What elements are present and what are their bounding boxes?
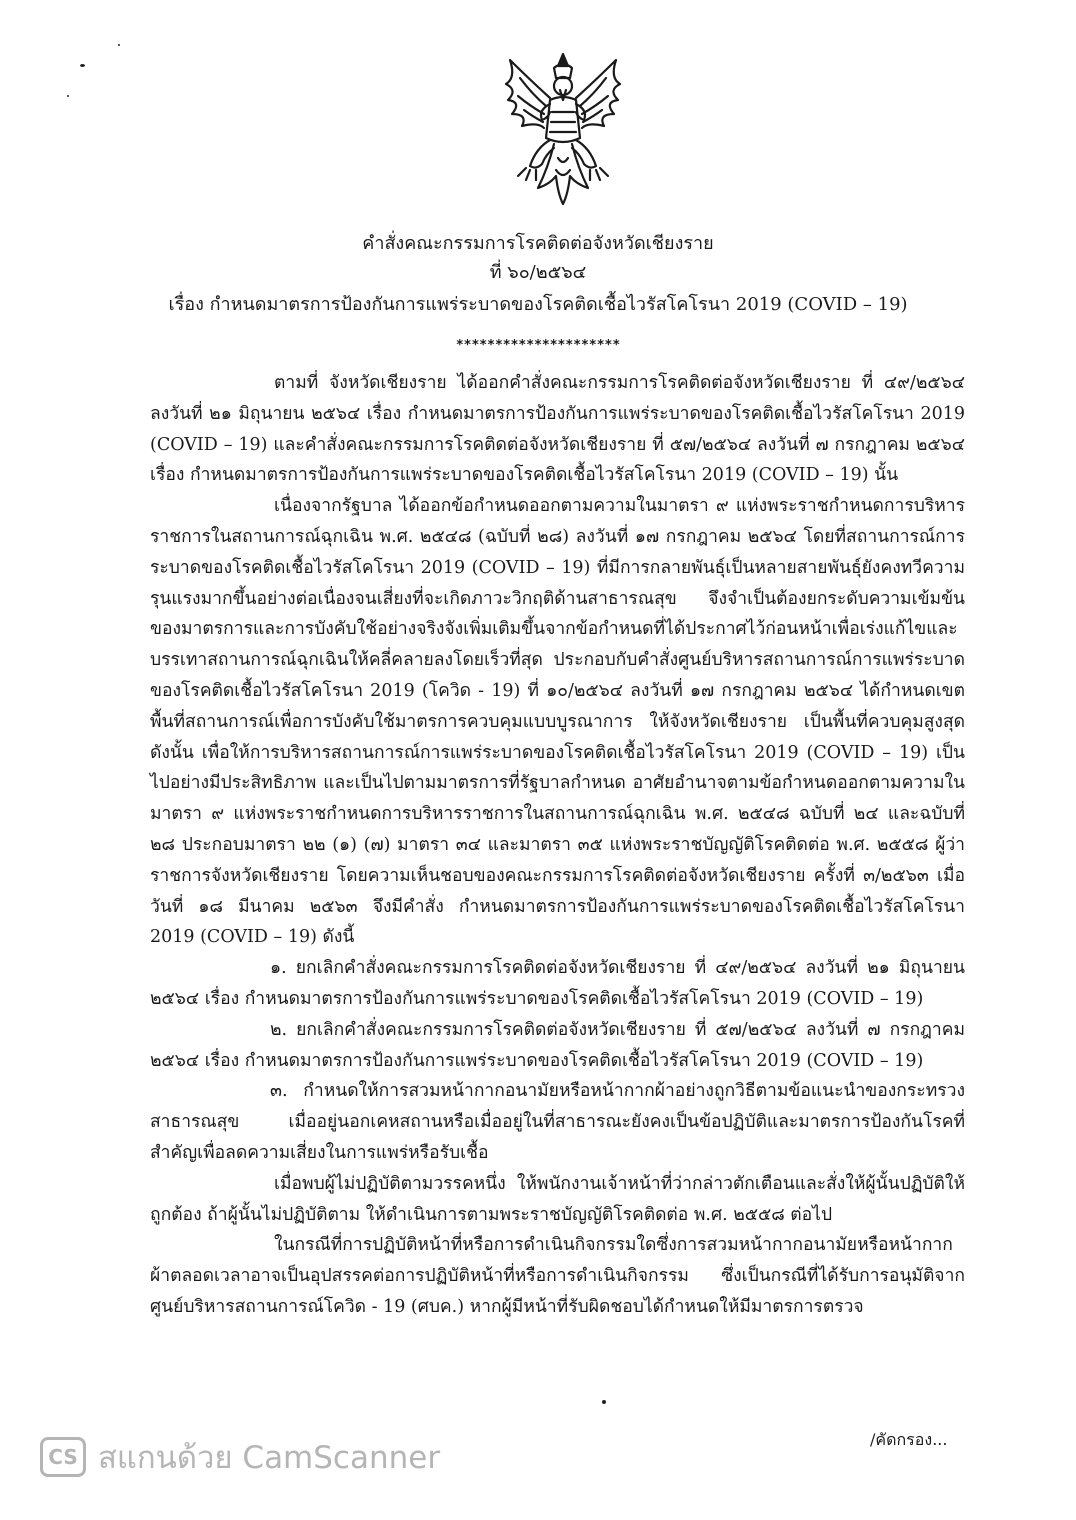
scan-speck [602, 1400, 606, 1404]
paragraph-item-3-clause-2: เมื่อพบผู้ไม่ปฏิบัติตามวรรคหนึ่ง ให้พนักงานเจ้าหน้าที่ว่ากล่าวตักเตือนและสั่งให้ผู้นั้นปฏิบัติให้ถูกต้อง ถ้าผู้นั้นไม่ปฏิบัติตาม ให้ดำเนินการตามพระราชบัญญัติโรคติดต่อ พ.ศ. ๒๕๕๘ ต่อไป [150, 1173, 965, 1225]
scan-speck [67, 95, 69, 97]
paragraph-item-3-clause-3: ในกรณีที่การปฏิบัติหน้าที่หรือการดำเนินกิจกรรมใดซึ่งการสวมหน้ากากอนามัยหรือหน้ากากผ้าตลอดเวลาอาจเป็นอุปสรรคต่อการปฏิบัติหน้าที่หรือการดำเนินกิจกรรม ซึ่งเป็นกรณีที่ได้รับการอนุมัติจากศูนย์บริหารสถานการณ์โควิด - 19 (ศบค.) หากผู้มีหน้าที่รับผิดชอบได้กำหนดให้มีมาตรการตรวจ [150, 1235, 965, 1317]
order-subject: เรื่อง กำหนดมาตรการป้องกันการแพร่ระบาดของโรคติดเชื้อไวรัสโคโรนา 2019 (COVID – 19) [168, 294, 908, 315]
paragraph-item-2: ๒. ยกเลิกคำสั่งคณะกรรมการโรคติดต่อจังหวัดเชียงราย ที่ ๕๗/๒๕๖๔ ลงวันที่ ๗ กรกฎาคม ๒๕๖๔ เรื่อง กำหนดมาตรการป้องกันการแพร่ระบาดของโรคติดเชื้อไวรัสโคโรนา 2019 (COVID – 19) [150, 1019, 965, 1071]
paragraph-reasoning: เนื่องจากรัฐบาล ได้ออกข้อกำหนดออกตามความในมาตรา ๙ แห่งพระราชกำหนดการบริหารราชการในสถานการณ์ฉุกเฉิน พ.ศ. ๒๕๔๘ (ฉบับที่ ๒๘) ลงวันที่ ๑๗ กรกฎาคม ๒๕๖๔ โดยที่สถานการณ์การระบาดของโรคติดเชื้อไวรัสโคโรนา 2019 (COVID – 19) ที่มีการกลายพันธุ์เป็นหลายสายพันธุ์ยังคงทวีความรุนแรงมากขึ้นอย่างต่อเนื่องจนเสี่ยงที่จะเกิดภาวะวิกฤติด้านสาธารณสุข จึงจำเป็นต้องยกระดับความเข้มข้นของมาตรการและการบังคับใช้อย่างจริงจังเพิ่มเติมขึ้นจากข้อกำหนดที่ได้ประกาศไว้ก่อนหน้าเพื่อเร่งแก้ไขและบรรเทาสถานการณ์ฉุกเฉินให้คลี่คลายลงโดยเร็วที่สุด ประกอบกับคำสั่งศูนย์บริหารสถานการณ์การแพร่ระบาดของโรคติดเชื้อไวรัสโคโรนา 2019 (โควิด - 19) ที่ ๑๐/๒๕๖๔ ลงวันที่ ๑๗ กรกฎาคม ๒๕๖๔ ได้กำหนดเขตพื้นที่สถานการณ์เพื่อการบังคับใช้มาตรการควบคุมแบบบูรณาการ ให้จังหวัดเชียงราย เป็นพื้นที่ควบคุมสูงสุด ดังนั้น เพื่อให้การบริหารสถานการณ์การแพร่ระบาดของโรคติดเชื้อไวรัสโคโรนา 2019 (COVID – 19) เป็นไปอย่างมีประสิทธิภาพ และเป็นไปตามมาตรการที่รัฐบาลกำหนด อาศัยอำนาจตามข้อกำหนดออกตามความในมาตรา ๙ แห่งพระราชกำหนดการบริหารราชการในสถานการณ์ฉุกเฉิน พ.ศ. ๒๕๔๘ ฉบับที่ ๒๔ และฉบับที่ ๒๘ ประกอบมาตรา ๒๒ (๑) (๗) มาตรา ๓๔ และมาตรา ๓๕ แห่งพระราชบัญญัติโรคติดต่อ พ.ศ. ๒๕๕๘ ผู้ว่าราชการจังหวัดเชียงราย โดยความเห็นชอบของคณะกรรมการโรคติดต่อจังหวัดเชียงราย ครั้งที่ ๓/๒๕๖๓ เมื่อวันที่ ๑๘ มีนาคม ๒๕๖๓ จึงมีคำสั่ง กำหนดมาตรการป้องกันการแพร่ระบาดของโรคติดเชื้อไวรัสโคโรนา 2019 (COVID – 19) ดังนี้ [150, 496, 965, 948]
paragraph-item-3: ๓. กำหนดให้การสวมหน้ากากอนามัยหรือหน้ากากผ้าอย่างถูกวิธีตามข้อแนะนำของกระทรวงสาธารณสุข เมื่ออยู่นอกเคหสถานหรือเมื่ออยู่ในที่สาธารณะยังคงเป็นข้อปฏิบัติและมาตรการป้องกันโรคที่สำคัญเพื่อลดความเสี่ยงในการแพร่หรือรับเชื้อ [150, 1081, 965, 1163]
continuation-marker: /คัดกรอง... [870, 1430, 948, 1449]
separator-line: ********************* [455, 338, 621, 353]
watermark-text: สแกนด้วย CamScanner [98, 1440, 441, 1476]
order-body [150, 368, 965, 1323]
camscanner-watermark [40, 1432, 440, 1482]
garuda-emblem-icon [488, 48, 638, 208]
paragraph-item-1: ๑. ยกเลิกคำสั่งคณะกรรมการโรคติดต่อจังหวัดเชียงราย ที่ ๔๙/๒๕๖๔ ลงวันที่ ๒๑ มิถุนายน ๒๕๖๔ เรื่อง กำหนดมาตรการป้องกันการแพร่ระบาดของโรคติดเชื้อไวรัสโคโรนา 2019 (COVID – 19) [150, 958, 965, 1009]
scan-speck [118, 44, 120, 46]
order-title: คำสั่งคณะกรรมการโรคติดต่อจังหวัดเชียงราย [362, 233, 714, 254]
paragraph-preamble: ตามที่ จังหวัดเชียงราย ได้ออกคำสั่งคณะกรรมการโรคติดต่อจังหวัดเชียงราย ที่ ๔๙/๒๕๖๔ ลงวันที่ ๒๑ มิถุนายน ๒๕๖๔ เรื่อง กำหนดมาตรการป้องกันการแพร่ระบาดของโรคติดเชื้อไวรัสโคโรนา 2019 (COVID – 19) และคำสั่งคณะกรรมการโรคติดต่อจังหวัดเชียงราย ที่ ๕๗/๒๕๖๔ ลงวันที่ ๗ กรกฎาคม ๒๕๖๔ เรื่อง กำหนดมาตรการป้องกันการแพร่ระบาดของโรคติดเชื้อไวรัสโคโรนา 2019 (COVID – 19) นั้น [150, 373, 965, 486]
order-number: ที่ ๖๐/๒๕๖๔ [489, 262, 587, 283]
scan-speck [80, 64, 85, 67]
camscanner-logo-icon: CS [40, 1437, 86, 1477]
